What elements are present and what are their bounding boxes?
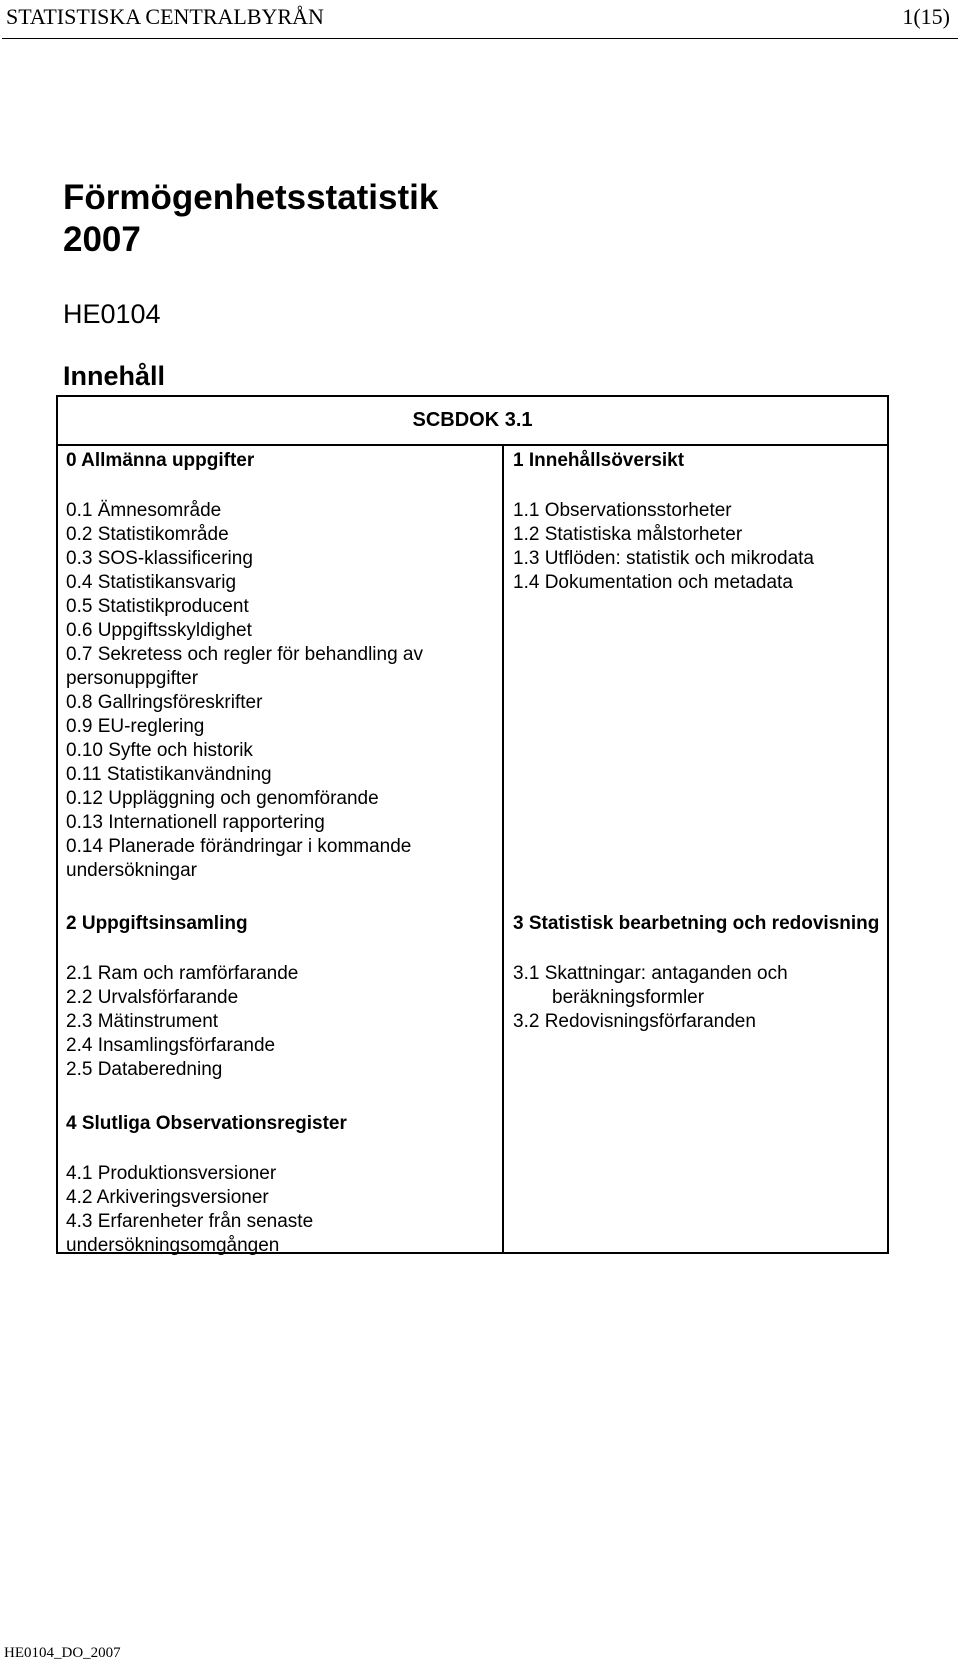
toc-item[interactable]: 0.9 EU-reglering: [66, 716, 205, 737]
toc-item[interactable]: 0.13 Internationell rapportering: [66, 812, 325, 833]
toc-section-title: 1 Innehållsöversikt: [513, 450, 685, 471]
toc-section-title: 4 Slutliga Observationsregister: [66, 1113, 347, 1134]
toc-item[interactable]: 2.4 Insamlingsförfarande: [66, 1035, 276, 1056]
page-header: [6, 4, 950, 38]
toc-item[interactable]: 0.11 Statistikanvändning: [66, 764, 272, 785]
toc-item[interactable]: 2.5 Databeredning: [66, 1059, 223, 1080]
toc-item[interactable]: 0.2 Statistikområde: [66, 524, 229, 545]
toc-section-title: 0 Allmänna uppgifter: [66, 450, 255, 471]
toc-item[interactable]: 2.3 Mätinstrument: [66, 1011, 219, 1032]
toc-section-4: [66, 1112, 486, 1258]
toc-item[interactable]: 1.3 Utflöden: statistik och mikrodata: [513, 548, 814, 569]
toc-box-title: SCBDOK 3.1: [58, 397, 887, 446]
toc-heading: Innehåll: [63, 361, 166, 391]
toc-item[interactable]: 3.1 Skattningar: antaganden och beräkningsformler: [513, 963, 788, 1008]
toc-item[interactable]: 0.4 Statistikansvarig: [66, 572, 237, 593]
toc-item[interactable]: 1.4 Dokumentation och metadata: [513, 572, 793, 593]
organization-name: STATISTISKA CENTRALBYRÅN: [6, 4, 324, 29]
toc-item[interactable]: 0.8 Gallringsföreskrifter: [66, 692, 263, 713]
document-title-line-2: 2007: [63, 220, 141, 259]
toc-item[interactable]: 0.7 Sekretess och regler för behandling av personuppgifter: [66, 644, 423, 689]
toc-item[interactable]: 2.2 Urvalsförfarande: [66, 987, 239, 1008]
toc-item[interactable]: 0.5 Statistikproducent: [66, 596, 249, 617]
page-indicator: 1(15): [902, 4, 950, 29]
toc-section-title: 3 Statistisk bearbetning och redovisning: [513, 913, 880, 934]
toc-item[interactable]: 4.2 Arkiveringsversioner: [66, 1187, 269, 1208]
footer-document-id: HE0104_DO_2007: [4, 1645, 121, 1661]
toc-item[interactable]: 4.1 Produktionsversioner: [66, 1163, 277, 1184]
toc-item[interactable]: 4.3 Erfarenheter från senaste undersökningsomgången: [66, 1211, 314, 1256]
toc-item[interactable]: 0.6 Uppgiftsskyldighet: [66, 620, 252, 641]
toc-item[interactable]: 0.1 Ämnesområde: [66, 500, 222, 521]
toc-section-title: 2 Uppgiftsinsamling: [66, 913, 248, 934]
toc-item[interactable]: 3.2 Redovisningsförfaranden: [513, 1011, 756, 1032]
toc-section-1: [513, 449, 883, 595]
toc-item[interactable]: 0.14 Planerade förändringar i kommande undersökningar: [66, 836, 412, 881]
header-divider: [2, 38, 958, 39]
toc-item[interactable]: 1.2 Statistiska målstorheter: [513, 524, 743, 545]
toc-item[interactable]: 0.10 Syfte och historik: [66, 740, 253, 761]
toc-item[interactable]: 2.1 Ram och ramförfarande: [66, 963, 299, 984]
toc-item[interactable]: 0.12 Uppläggning och genomförande: [66, 788, 379, 809]
document-title: [63, 177, 663, 261]
toc-section-3: [513, 912, 883, 1034]
document-title-line-1: Förmögenhetsstatistik: [63, 178, 439, 217]
product-code: HE0104: [63, 299, 161, 329]
column-divider: [502, 444, 504, 1252]
table-of-contents: [56, 395, 889, 1254]
toc-item[interactable]: 1.1 Observationsstorheter: [513, 500, 732, 521]
toc-section-2: [66, 912, 486, 1082]
toc-item[interactable]: 0.3 SOS-klassificering: [66, 548, 253, 569]
toc-section-0: [66, 449, 486, 883]
